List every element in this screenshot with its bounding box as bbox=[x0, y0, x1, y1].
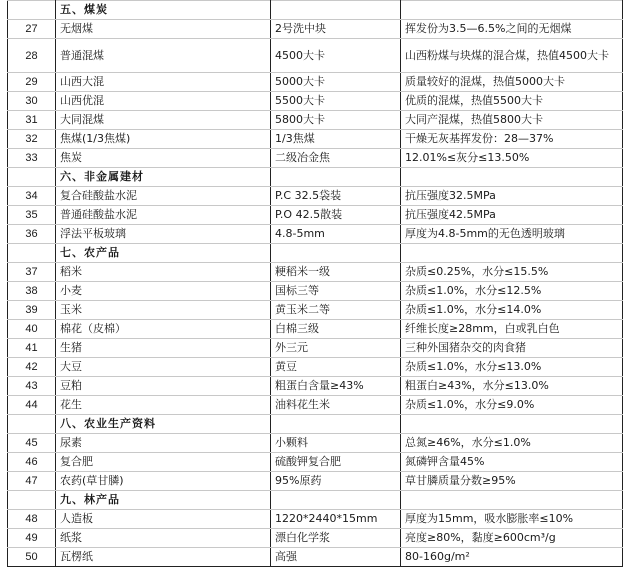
table-row bbox=[8, 377, 623, 396]
row-number: 40 bbox=[8, 320, 56, 339]
commodity-spec: 5000大卡 bbox=[271, 73, 401, 92]
commodity-description: 质量较好的混煤，热值5000大卡 bbox=[401, 73, 623, 92]
commodity-name: 尿素 bbox=[56, 434, 271, 453]
commodity-description: 纤维长度≥28mm，白或乳白色 bbox=[401, 320, 623, 339]
commodity-description: 总氮≥46%，水分≤1.0% bbox=[401, 434, 623, 453]
commodity-description: 大同产混煤，热值5800大卡 bbox=[401, 111, 623, 130]
row-number: 36 bbox=[8, 225, 56, 244]
section-header-row bbox=[8, 168, 623, 187]
commodity-description: 亮度≥80%，黏度≥600cm³/g bbox=[401, 529, 623, 548]
row-number: 30 bbox=[8, 92, 56, 111]
commodity-description: 杂质≤1.0%，水分≤9.0% bbox=[401, 396, 623, 415]
commodity-name: 浮法平板玻璃 bbox=[56, 225, 271, 244]
commodity-description: 杂质≤0.25%，水分≤15.5% bbox=[401, 263, 623, 282]
commodity-spec: 1/3焦煤 bbox=[271, 130, 401, 149]
row-number: 41 bbox=[8, 339, 56, 358]
table-row bbox=[8, 111, 623, 130]
table-row bbox=[8, 187, 623, 206]
commodity-spec: 油料花生米 bbox=[271, 396, 401, 415]
table-row bbox=[8, 130, 623, 149]
commodity-name: 瓦楞纸 bbox=[56, 548, 271, 567]
commodity-name: 山西优混 bbox=[56, 92, 271, 111]
row-number: 35 bbox=[8, 206, 56, 225]
table-row bbox=[8, 149, 623, 168]
table-row bbox=[8, 20, 623, 39]
table-row bbox=[8, 339, 623, 358]
commodity-name: 稻米 bbox=[56, 263, 271, 282]
commodity-spec-table bbox=[7, 0, 623, 567]
commodity-spec: 粳稻米一级 bbox=[271, 263, 401, 282]
table-row bbox=[8, 529, 623, 548]
commodity-name: 焦煤(1/3焦煤) bbox=[56, 130, 271, 149]
commodity-spec: 5800大卡 bbox=[271, 111, 401, 130]
table-row bbox=[8, 320, 623, 339]
commodity-description: 厚度为4.8-5mm的无色透明玻璃 bbox=[401, 225, 623, 244]
row-number: 32 bbox=[8, 130, 56, 149]
commodity-spec: 5500大卡 bbox=[271, 92, 401, 111]
section-title: 八、农业生产资料 bbox=[56, 415, 271, 434]
commodity-description: 杂质≤1.0%，水分≤14.0% bbox=[401, 301, 623, 320]
row-number: 29 bbox=[8, 73, 56, 92]
commodity-description: 厚度为15mm，吸水膨胀率≤10% bbox=[401, 510, 623, 529]
table-row bbox=[8, 472, 623, 491]
commodity-name: 焦炭 bbox=[56, 149, 271, 168]
row-number: 37 bbox=[8, 263, 56, 282]
commodity-spec: 小颗料 bbox=[271, 434, 401, 453]
commodity-spec: 4.8-5mm bbox=[271, 225, 401, 244]
row-number: 34 bbox=[8, 187, 56, 206]
row-number: 39 bbox=[8, 301, 56, 320]
commodity-spec: 4500大卡 bbox=[271, 39, 401, 73]
section-header-row bbox=[8, 244, 623, 263]
commodity-description: 挥发份为3.5—6.5%之间的无烟煤 bbox=[401, 20, 623, 39]
commodity-spec: P.C 32.5袋装 bbox=[271, 187, 401, 206]
commodity-description: 粗蛋白≥43%，水分≤13.0% bbox=[401, 377, 623, 396]
row-number: 31 bbox=[8, 111, 56, 130]
commodity-name: 人造板 bbox=[56, 510, 271, 529]
row-number: 50 bbox=[8, 548, 56, 567]
section-title: 六、非金属建材 bbox=[56, 168, 271, 187]
section-title: 七、农产品 bbox=[56, 244, 271, 263]
commodity-description: 干燥无灰基挥发份：28—37% bbox=[401, 130, 623, 149]
table-row bbox=[8, 548, 623, 567]
commodity-spec: 黄玉米二等 bbox=[271, 301, 401, 320]
commodity-spec: 硫酸钾复合肥 bbox=[271, 453, 401, 472]
commodity-name: 纸浆 bbox=[56, 529, 271, 548]
row-number: 28 bbox=[8, 39, 56, 73]
section-header-row bbox=[8, 491, 623, 510]
commodity-name: 生猪 bbox=[56, 339, 271, 358]
row-number: 46 bbox=[8, 453, 56, 472]
commodity-description: 抗压强度42.5MPa bbox=[401, 206, 623, 225]
row-number: 27 bbox=[8, 20, 56, 39]
commodity-name: 普通硅酸盐水泥 bbox=[56, 206, 271, 225]
commodity-description: 山西粉煤与块煤的混合煤，热值4500大卡 bbox=[401, 39, 623, 73]
commodity-description: 氮磷钾含量45% bbox=[401, 453, 623, 472]
commodity-name: 豆粕 bbox=[56, 377, 271, 396]
commodity-name: 山西大混 bbox=[56, 73, 271, 92]
commodity-name: 大豆 bbox=[56, 358, 271, 377]
section-header-row bbox=[8, 415, 623, 434]
commodity-spec: 高强 bbox=[271, 548, 401, 567]
commodity-spec: 2号洗中块 bbox=[271, 20, 401, 39]
row-number: 33 bbox=[8, 149, 56, 168]
commodity-name: 复合肥 bbox=[56, 453, 271, 472]
table-row bbox=[8, 263, 623, 282]
commodity-spec: 95%原药 bbox=[271, 472, 401, 491]
commodity-spec: 白棉三级 bbox=[271, 320, 401, 339]
commodity-name: 无烟煤 bbox=[56, 20, 271, 39]
commodity-description: 草甘膦质量分数≥95% bbox=[401, 472, 623, 491]
table-row bbox=[8, 282, 623, 301]
commodity-spec: 粗蛋白含量≥43% bbox=[271, 377, 401, 396]
commodity-name: 花生 bbox=[56, 396, 271, 415]
table-row bbox=[8, 358, 623, 377]
table-row bbox=[8, 434, 623, 453]
commodity-description: 杂质≤1.0%，水分≤12.5% bbox=[401, 282, 623, 301]
table-row bbox=[8, 510, 623, 529]
row-number: 43 bbox=[8, 377, 56, 396]
row-number: 45 bbox=[8, 434, 56, 453]
commodity-spec: 外三元 bbox=[271, 339, 401, 358]
section-title: 九、林产品 bbox=[56, 491, 271, 510]
commodity-description: 三种外国猪杂交的肉食猪 bbox=[401, 339, 623, 358]
table-row bbox=[8, 206, 623, 225]
commodity-name: 农药(草甘膦) bbox=[56, 472, 271, 491]
row-number: 44 bbox=[8, 396, 56, 415]
table-row bbox=[8, 39, 623, 73]
commodity-spec: 黄豆 bbox=[271, 358, 401, 377]
row-number: 38 bbox=[8, 282, 56, 301]
commodity-description: 杂质≤1.0%，水分≤13.0% bbox=[401, 358, 623, 377]
row-number: 42 bbox=[8, 358, 56, 377]
commodity-spec: 漂白化学浆 bbox=[271, 529, 401, 548]
table-row bbox=[8, 301, 623, 320]
commodity-spec: 二级冶金焦 bbox=[271, 149, 401, 168]
commodity-spec: 国标三等 bbox=[271, 282, 401, 301]
section-title: 五、煤炭 bbox=[56, 1, 271, 20]
commodity-name: 小麦 bbox=[56, 282, 271, 301]
commodity-name: 复合硅酸盐水泥 bbox=[56, 187, 271, 206]
row-number: 48 bbox=[8, 510, 56, 529]
table-row bbox=[8, 225, 623, 244]
commodity-name: 大同混煤 bbox=[56, 111, 271, 130]
commodity-spec: P.O 42.5散装 bbox=[271, 206, 401, 225]
table-row bbox=[8, 396, 623, 415]
commodity-spec: 1220*2440*15mm bbox=[271, 510, 401, 529]
table-row bbox=[8, 92, 623, 111]
commodity-description: 12.01%≤灰分≤13.50% bbox=[401, 149, 623, 168]
commodity-description: 优质的混煤，热值5500大卡 bbox=[401, 92, 623, 111]
commodity-name: 棉花（皮棉） bbox=[56, 320, 271, 339]
commodity-name: 普通混煤 bbox=[56, 39, 271, 73]
commodity-description: 80-160g/m² bbox=[401, 548, 623, 567]
table-row bbox=[8, 73, 623, 92]
row-number: 49 bbox=[8, 529, 56, 548]
row-number: 47 bbox=[8, 472, 56, 491]
section-header-row bbox=[8, 1, 623, 20]
table-row bbox=[8, 453, 623, 472]
commodity-name: 玉米 bbox=[56, 301, 271, 320]
commodity-description: 抗压强度32.5MPa bbox=[401, 187, 623, 206]
